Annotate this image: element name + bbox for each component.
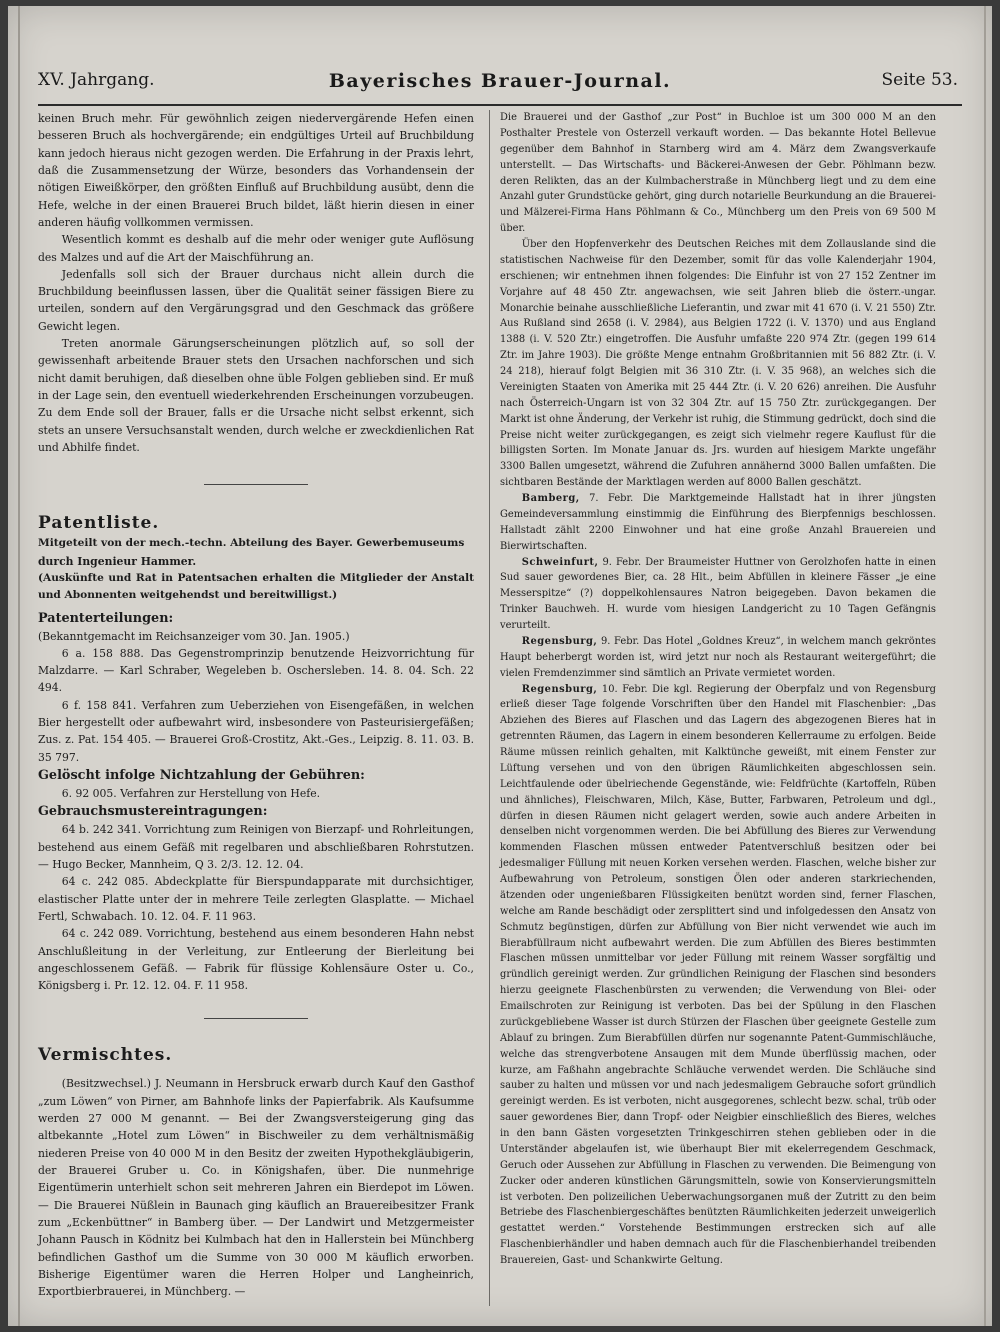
patent-entry: 6 f. 158 841. Verfahren zum Ueberziehen von Eisengefäßen, in welchen Bier hergestellt oder aufbewahrt wird, insbesondere von Pasteurisiergefäßen; Zus. z. Pat. 154 405. — Brauerei Groß-Crostitz, Akt.-Ges., Leipzig. 8. 11. 03. B. 35 797. <box>38 698 474 764</box>
article-paragraph: Treten anormale Gärungserscheinungen plötzlich auf, so soll der gewissenhaft arbeitende Brauer stets den Ursachen nachforschen und sich nicht damit beruhigen, daß dieselben ohne üble Folgen geblieben sind. Er muß in der Lage sein, den eventuell wiederkehrenden Erscheinungen vorzubeugen. Zu dem Ende soll der Brauer, falls er die Ursache nicht selbst erkennt, sich stets an unsere Versuchsanstalt wenden, durch welche er zweckdienlichen Rat und Abhilfe findet. <box>38 337 474 454</box>
patent-source-author: durch Ingenieur Hammer. <box>38 554 197 568</box>
news-item-regensburg-1 <box>500 634 936 682</box>
dateline-schweinfurt: Schweinfurt, <box>521 556 599 568</box>
patent-entry: 64 b. 242 341. Vorrichtung zum Reinigen von Bierzapf- und Rohrleitungen, bestehend aus einem Gefäß mit regelbaren und abschließbaren Rohrstutzen. — Hugo Becker, Mannheim, Q 3. 2/3. 12. 12. 04. <box>38 823 474 871</box>
patent-source-line: Mitgeteilt von der mech.-techn. Abteilung des Bayer. Gewerbemuseums <box>38 537 465 550</box>
subheading-gebrauchsmuster: Gebrauchsmustereintragungen: <box>38 804 268 820</box>
news-text: 7. Febr. Die Marktgemeinde Hallstadt hat in ihrer jüngsten Gemeindeversammlung einstimmig die Einführung des Bierpfennigs beschlossen. Hallstadt zählt 2200 Einwohner und hat eine große Anzahl Brauereien und Bierwirtschaften. <box>500 493 936 552</box>
journal-title: Bayerisches Brauer-Journal. <box>328 70 672 92</box>
article-paragraph: Wesentlich kommt es deshalb auf die mehr oder weniger gute Auflösung des Malzes und auf die Art der Maischführung an. <box>38 233 474 264</box>
article-paragraph: (Besitzwechsel.) J. Neumann in Hersbruck erwarb durch Kauf den Gasthof „zum Löwen“ von Pirner, am Bahnhofe links der Papierfabrik. Als Kaufsumme werden 27 000 M genannt. — Bei der Zwangsversteigerung ging das altbekannte „Hotel zum Löwen“ in Bischweiler zu dem verhältnismäßig niederen Preise von 40 000 M in den Besitz der zweiten Hypothekgläubigerin, der Brauerei Gruber u. Co. in Königshafen, über. Die nunmehrige Eigentümerin unterhielt schon seit mehreren Jahren ein Bierdepot im Löwen. — Die Brauerei Nüßlein in Baunach ging käuflich an Brauereibesitzer Frank zum „Eckenbüttner“ in Bamberg über. — Der Landwirt und Metzgermeister Johann Pausch in Ködnitz bei Kulmbach hat den in Hallerstein bei Münchberg befindlichen Gasthof um die Summe von 30 000 M käuflich erworben. Bisherige Eigentümer waren die Herren Holper und Langheinrich, Exportbierbrauerei, in Münchberg. — <box>38 1077 474 1299</box>
subheading-patenterteilungen: Patenterteilungen: <box>38 610 174 626</box>
volume-label: XV. Jahrgang. <box>38 70 155 90</box>
news-item-regensburg-2 <box>500 682 936 1269</box>
patent-entry: 6. 92 005. Verfahren zur Herstellung von Hefe. <box>61 787 321 800</box>
page-header <box>38 70 962 100</box>
article-paragraph: Jedenfalls soll sich der Brauer durchaus nicht allein durch die Bruchbildung beeinflussen lassen, über die Qualität seiner fässigen Biere zu urteilen, sondern auf den Vergärungsgrad und den Geschmack das größere Gewicht legen. <box>38 267 474 333</box>
patent-entry: 64 c. 242 089. Vorrichtung, bestehend aus einem besonderen Hahn nebst Anschlußleitung in der Verleitung, zur Entleerung der Bierleitung bei angeschlossenem Gefäß. — Fabrik für flüssige Kohlensäure Oster u. Co., Königsberg i. Pr. 12. 12. 04. F. 11 958. <box>38 927 474 993</box>
page-edge-rule <box>18 6 20 1326</box>
article-paragraph: Über den Hopfenverkehr des Deutschen Reiches mit dem Zollauslande sind die statistischen Nachweise für den Dezember, somit für das volle Kalenderjahr 1904, erschienen; wir entnehmen ihnen folgendes: Die Einfuhr ist von 27 152 Zentner im Vorjahre auf 48 450 Ztr. angewachsen, wie seit Jahren blieb die österr.-ungar. Monarchie beinahe ausschließliche Lieferantin, und zwar mit 41 670 (i. V. 21 550) Ztr. Aus Rußland sind 2658 (i. V. 2984), aus Belgien 1722 (i. V. 1370) und aus England 1388 (i. V. 520 Ztr.) eingetroffen. Die Ausfuhr umfaßte 220 974 Ztr. (gegen 199 614 Ztr. im Jahre 1903). Die größte Menge entnahm Großbritannien mit 56 882 Ztr. (i. V. 24 218), hierauf folgt Belgien mit 36 310 Ztr. (i. V. 35 968), an welches sich die Vereinigten Staaten von Amerika mit 25 444 Ztr. (i. V. 20 626) anreihen. Die Ausfuhr nach Österreich-Ungarn ist von 32 304 Ztr. auf 15 750 Ztr. zurückgegangen. Der Markt ist ohne Änderung, der Verkehr ist ruhig, die Stimmung gedrückt, doch sind die Preise nicht weiter zurückgegangen, es zeigt sich vielmehr regere Kauflust für die billigsten Sorten. Im Monate Januar ds. Jrs. wurden auf hiesigem Markte ungefähr 3300 Ballen umgesetzt, während die Zufuhren annähernd 3000 Ballen umfaßten. Die sichtbaren Bestände der Marktlagen werden auf 8000 Ballen geschätzt. <box>500 239 936 489</box>
left-column <box>38 110 474 1301</box>
article-paragraph: Die Brauerei und der Gasthof „zur Post“ in Buchloe ist um 300 000 M an den Posthalter Prestele von Osterzell verkauft worden. — Das bekannte Hotel Bellevue gegenüber dem Bahnhof in Starnberg wird am 4. März dem Zwangsverkaufe unterstellt. — Das Wirtschafts- und Bäckerei-Anwesen der Gebr. Pöhlmann bezw. deren Relikten, das an der Kulmbacherstraße in Münchberg liegt und zu dem eine Anzahl guter Grundstücke gehört, ging durch notarielle Beurkundung an die Brauerei- und Mälzerei-Firma Hans Pöhlmann & Co., Münchberg um den Preis von 69 500 M über. <box>500 112 936 235</box>
patent-note: (Auskünfte und Rat in Patentsachen erhalten die Mitglieder der Anstalt und Abonnenten weitgehendst und bereitwilligst.) <box>38 571 474 602</box>
patent-entry: 64 c. 242 085. Abdeckplatte für Bierspundapparate mit durchsichtiger, elastischer Platte unter der in mehrere Teile zerlegten Glasplatte. — Michael Fertl, Schwabach. 10. 12. 04. F. 11 963. <box>38 875 474 923</box>
news-text: 9. Febr. Das Hotel „Goldnes Kreuz“, in welchem manch gekröntes Haupt beherbergt worden ist, wird jetzt nur noch als Restaurant weitergeführt; die vielen Fremdenzimmer sind sämtlich an Private vermietet worden. <box>500 635 936 679</box>
article-paragraph: keinen Bruch mehr. Für gewöhnlich zeigen niedervergärende Hefen einen besseren Bruch als hochvergärende; ein endgültiges Urteil auf Bruchbildung kann jedoch hieraus nicht gezogen werden. Die Erfahrung in der Praxis lehrt, daß die Zusammensetzung der Würze, besonders das Vorhandensein der nötigen Eiweißkörper, den größten Einfluß auf Bruchbildung ausübt, denn die Hefe, welche in der einen Brauerei Bruch bildet, läßt hierin diesen in einer anderen häufig vollkommen vermissen. <box>38 112 474 229</box>
section-title-patentliste: Patentliste. <box>38 513 160 534</box>
page-number: Seite 53. <box>881 70 958 90</box>
section-title-vermischtes: Vermischtes. <box>38 1045 173 1066</box>
patent-entry: 6 a. 158 888. Das Gegenstromprinzip benutzende Heizvorrichtung für Malzdarre. — Karl Schraber, Wegeleben b. Oschersleben. 14. 8. 04. Sch. 22 494. <box>38 646 474 695</box>
news-item-schweinfurt <box>500 555 936 634</box>
column-divider <box>489 110 490 1306</box>
dateline-regensburg: Regensburg, <box>521 635 598 647</box>
news-text: 10. Febr. Die kgl. Regierung der Oberpfalz und von Regensburg erließ dieser Tage folgende Vorschriften über den Handel mit Flaschenbier: „Das Abziehen des Bieres auf Flaschen und das Lagern des abgezogenen Bieres hat in getrennten Räumen, das Lagern in einem besonderen Kellerraume zu erfolgen. Beide Räume müssen reinlich gehalten, mit Kalktünche geweißt, mit einem Fenster zur Lüftung versehen und von den übrigen Räumlichkeiten abgeschlossen sein. Leichtfaulende oder übelriechende Gegenstände, wie: Feldfrüchte (Kartoffeln, Rüben und ähnliches), Fleischwaren, Milch, Käse, Butter, Farbwaren, Petroleum und dgl., dürfen in diesen Räumen nicht gelagert werden, sowie auch andere Arbeiten in denselben nicht vorgenommen werden. Die bei Abfüllung des Bieres zur Verwendung kommenden Flaschen müssen entweder Patentverschluß besitzen oder bei jedesmaliger Füllung mit neuen Korken versehen werden. Flaschen, welche bisher zur Aufbewahrung von Petroleum, sonstigen Ölen oder anderen starkriechenden, ätzenden oder ungenießbaren Flüssigkeiten benützt worden sind, ferner Flaschen, welche am Rande beschädigt oder zersplittert sind und infolgedessen den Ansatz von Schmutz begünstigen, dürfen zur Abfüllung von Bier nicht verwendet wie auch im Bierabfüllraum nicht aufbewahrt werden. Die zum Abfüllen des Bieres bestimmten Flaschen müssen unmittelbar vor jeder Füllung mit reinem Wasser sorgfältig und gründlich gereinigt werden. Zur gründlichen Reinigung der Flaschen sind besonders hierzu geeignete Flaschenbürsten zu verwenden; die Verwendung von Blei- oder Emailschroten zur Reinigung ist verboten. Das bei der Spülung in den Flaschen zurückgebliebene Wasser ist durch Stürzen der Flaschen über geeignete Gestelle zum Ablauf zu bringen. Zum Bierabfüllen dürfen nur sogenannte Patent-Gummischläuche, welche das strengverbotene Ansaugen mit dem Munde überflüssig machen, oder kurze, am Faßhahn angebrachte Schläuche verwendet werden. Die Schläuche sind sauber zu halten und müssen vor und nach jedesmaligem Gebrauche sofort gründlich gereinigt werden. Es ist verboten, nicht ausgegorenes, schlecht bezw. schal, trüb oder sauer gewordenes Bier, dann Tropf- oder Neigbier einschließlich des Bieres, welches in den bann Gästen vorgesetzten Trinkgeschirren stehen geblieben oder in die Unterständer abgelaufen ist, wie überhaupt Bier mit ekelerregendem Geschmack, Geruch oder Aussehen zur Abfüllung in Flaschen zu verwenden. Die Beimengung von Zucker oder anderen künstlichen Gärungsmitteln, sowie von Konservierungsmitteln ist verboten. Den polizeilichen Ueberwachungsorganen muß der Zutritt zu den beim Betriebe des Flaschenbiergeschäftes benützten Räumlichkeiten jederzeit unweigerlich gestattet werden.“ Vorstehende Bestimmungen erstrecken sich auf alle Flaschenbierhändler und haben demnach auch für die Flaschenbierhandel treibenden Brauereien, Gast- und Schankwirte Geltung. <box>500 683 936 1266</box>
right-column <box>500 110 936 1269</box>
header-rule <box>38 104 962 106</box>
announcement-line: (Bekanntgemacht im Reichsanzeiger vom 30. Jan. 1905.) <box>38 629 350 643</box>
page-edge-rule <box>984 6 986 1326</box>
news-item-bamberg <box>500 491 936 555</box>
newspaper-page <box>8 6 992 1326</box>
dateline-bamberg: Bamberg, <box>521 493 580 504</box>
subheading-geloescht: Gelöscht infolge Nichtzahlung der Gebühren: <box>38 768 365 783</box>
dateline-regensburg: Regensburg, <box>521 683 598 695</box>
news-text: 9. Febr. Der Braumeister Huttner von Gerolzhofen hatte in einen Sud sauer gewordenes Bier, ca. 28 Hlt., beim Abfüllen in kleinere Fässer „je eine Messerspitze“ (?) doppelkohlensaures Natron beigegeben. Davon bekamen die Trinker Bauchweh. H. wurde vom hiesigen Landgericht zu 10 Tagen Gefängnis verurteilt. <box>500 556 936 631</box>
